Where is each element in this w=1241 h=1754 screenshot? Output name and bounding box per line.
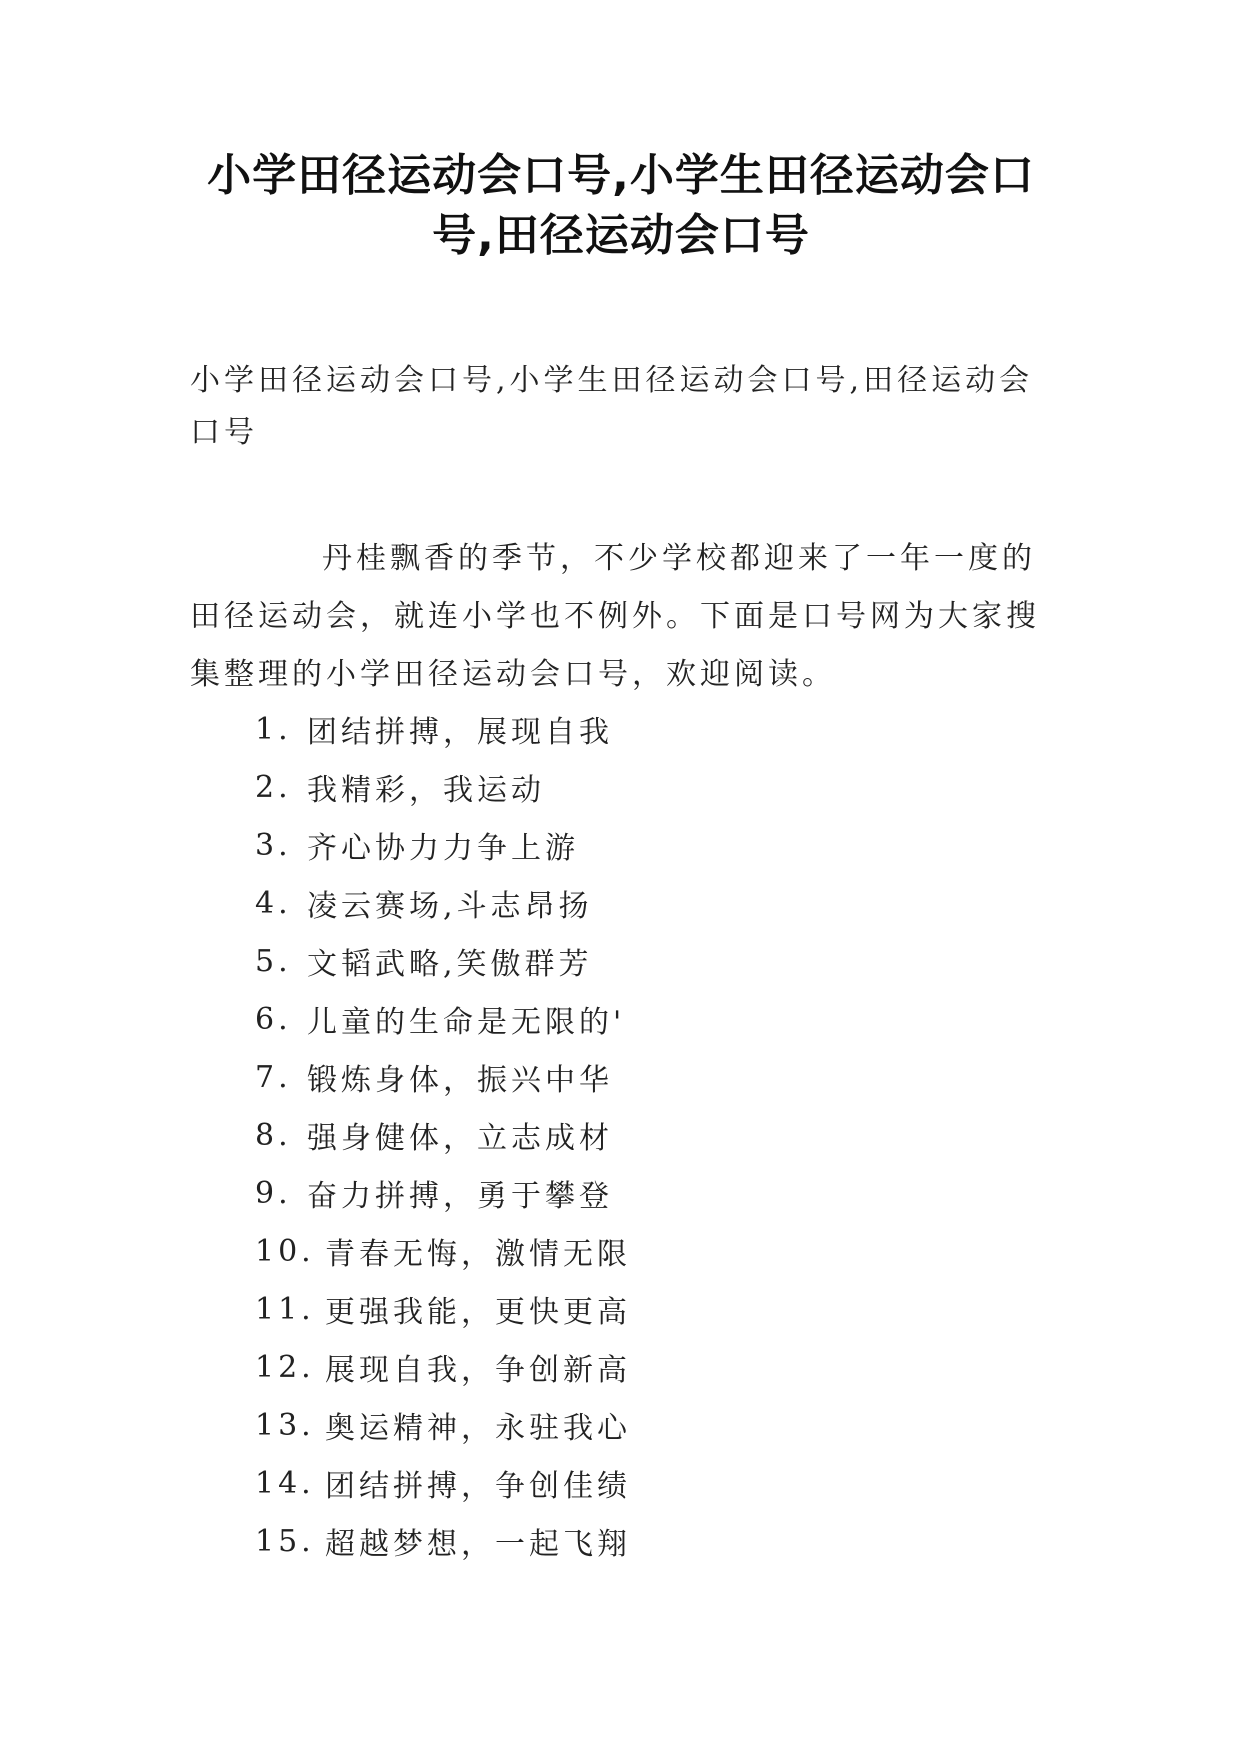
slogan-number: 13. bbox=[255, 1407, 315, 1443]
slogan-number: 1. bbox=[255, 711, 292, 747]
intro-paragraph: 丹桂飘香的季节，不少学校都迎来了一年一度的田径运动会，就连小学也不例外。下面是口号网为大家搜集整理的小学田径运动会口号，欢迎阅读。 bbox=[190, 541, 1040, 692]
slogan-number: 7. bbox=[255, 1059, 292, 1095]
slogan-item bbox=[255, 1222, 631, 1280]
slogan-text: 团结拼搏，争创佳绩 bbox=[325, 1469, 631, 1504]
slogan-number: 3. bbox=[255, 827, 292, 863]
slogan-item bbox=[255, 1106, 631, 1164]
slogan-text: 奋力拼搏，勇于攀登 bbox=[307, 1179, 613, 1214]
slogan-item bbox=[255, 1396, 631, 1454]
slogan-text: 儿童的生命是无限的' bbox=[307, 1005, 626, 1040]
slogan-item bbox=[255, 1164, 631, 1222]
slogan-text: 团结拼搏，展现自我 bbox=[307, 715, 613, 750]
slogan-number: 4. bbox=[255, 885, 292, 921]
document-subtitle: 小学田径运动会口号,小学生田径运动会口号,田径运动会口号 bbox=[190, 363, 1034, 450]
slogan-number: 15. bbox=[255, 1523, 315, 1559]
slogan-text: 超越梦想，一起飞翔 bbox=[325, 1527, 631, 1562]
slogan-item bbox=[255, 1338, 631, 1396]
slogan-text: 更强我能，更快更高 bbox=[325, 1295, 631, 1330]
slogan-item bbox=[255, 1454, 631, 1512]
slogan-item bbox=[255, 758, 631, 816]
slogan-number: 10. bbox=[255, 1233, 315, 1269]
slogan-number: 5. bbox=[255, 943, 292, 979]
slogan-text: 我精彩，我运动 bbox=[307, 773, 545, 808]
slogan-text: 文韬武略,笑傲群芳 bbox=[307, 947, 593, 982]
slogan-item bbox=[255, 932, 631, 990]
slogan-number: 12. bbox=[255, 1349, 315, 1385]
slogan-text: 齐心协力力争上游 bbox=[307, 831, 579, 866]
document-title: 小学田径运动会口号,小学生田径运动会口号,田径运动会口号 bbox=[207, 150, 1035, 261]
slogan-text: 奥运精神，永驻我心 bbox=[325, 1411, 631, 1446]
slogan-number: 11. bbox=[255, 1291, 315, 1327]
slogan-number: 9. bbox=[255, 1175, 292, 1211]
slogan-text: 青春无悔，激情无限 bbox=[325, 1237, 631, 1272]
slogan-item bbox=[255, 1512, 631, 1570]
slogan-number: 14. bbox=[255, 1465, 315, 1501]
slogan-item bbox=[255, 1280, 631, 1338]
slogan-item bbox=[255, 700, 631, 758]
slogan-item bbox=[255, 816, 631, 874]
slogan-text: 凌云赛场,斗志昂扬 bbox=[307, 889, 593, 924]
slogan-list bbox=[255, 700, 631, 1570]
slogan-number: 6. bbox=[255, 1001, 292, 1037]
slogan-number: 8. bbox=[255, 1117, 292, 1153]
slogan-item bbox=[255, 1048, 631, 1106]
slogan-text: 展现自我，争创新高 bbox=[325, 1353, 631, 1388]
slogan-item bbox=[255, 990, 631, 1048]
slogan-item bbox=[255, 874, 631, 932]
slogan-text: 强身健体，立志成材 bbox=[307, 1121, 613, 1156]
slogan-number: 2. bbox=[255, 769, 292, 805]
slogan-text: 锻炼身体，振兴中华 bbox=[307, 1063, 613, 1098]
